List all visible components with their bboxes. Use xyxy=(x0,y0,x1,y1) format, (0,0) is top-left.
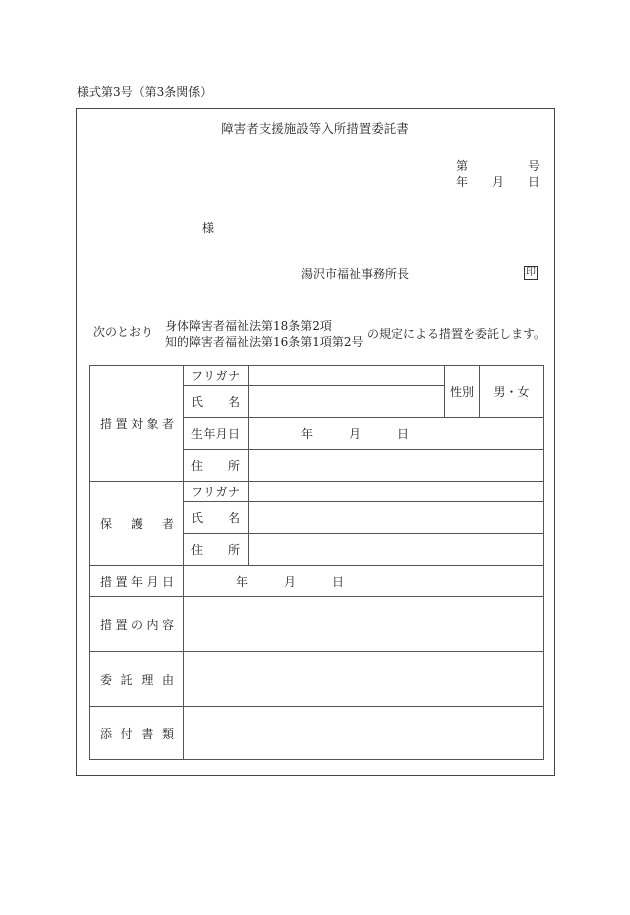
subject-header: 措置対象者 xyxy=(90,366,184,482)
subject-furigana-field[interactable] xyxy=(249,366,445,386)
number-dai: 第 xyxy=(456,159,469,173)
date-day: 日 xyxy=(528,175,541,189)
guardian-name-field[interactable] xyxy=(249,502,544,534)
gender-label: 性別 xyxy=(445,366,480,418)
measure-content-label: 措置の内容 xyxy=(90,597,184,652)
attachments-label: 添付書類 xyxy=(90,707,184,760)
reason-label: 委託理由 xyxy=(90,652,184,707)
guardian-address-label: 住所 xyxy=(184,534,249,566)
guardian-address-field[interactable] xyxy=(249,534,544,566)
guardian-header: 保護者 xyxy=(90,482,184,566)
number-go: 号 xyxy=(528,159,541,173)
document-title: 障害者支援施設等入所措置委託書 xyxy=(221,121,409,136)
subject-name-field[interactable] xyxy=(249,386,445,418)
seal-stamp: 印 xyxy=(526,267,536,278)
gender-options[interactable]: 男・女 xyxy=(480,366,544,418)
form-table xyxy=(89,365,543,759)
guardian-name-label: 氏名 xyxy=(184,502,249,534)
measure-date-label: 措置年月日 xyxy=(90,566,184,597)
issuer-name: 湯沢市福祉事務所長 xyxy=(301,267,410,281)
measure-content-field[interactable] xyxy=(184,597,544,652)
subject-birthdate-label: 生年月日 xyxy=(184,418,249,450)
statement-prefix: 次のとおり xyxy=(93,325,154,339)
measure-date-field[interactable]: 年 月 日 xyxy=(184,566,544,597)
statement-suffix: の規定による措置を委託します。 xyxy=(367,327,547,341)
guardian-furigana-field[interactable] xyxy=(249,482,544,502)
reason-field[interactable] xyxy=(184,652,544,707)
subject-furigana-label: フリガナ xyxy=(184,366,249,386)
guardian-furigana-label: フリガナ xyxy=(184,482,249,502)
statement-law-2: 知的障害者福祉法第16条第1項第2号 xyxy=(165,335,364,349)
form-number: 様式第3号（第3条関係） xyxy=(77,85,213,99)
date-year: 年 xyxy=(456,175,469,189)
date-month: 月 xyxy=(492,175,505,189)
subject-name-label: 氏名 xyxy=(184,386,249,418)
subject-address-label: 住所 xyxy=(184,450,249,482)
addressee-suffix: 様 xyxy=(202,221,215,235)
attachments-field[interactable] xyxy=(184,707,544,760)
statement-law-1: 身体障害者福祉法第18条第2項 xyxy=(165,319,332,333)
subject-birthdate-field[interactable]: 年 月 日 xyxy=(249,418,544,450)
subject-address-field[interactable] xyxy=(249,450,544,482)
